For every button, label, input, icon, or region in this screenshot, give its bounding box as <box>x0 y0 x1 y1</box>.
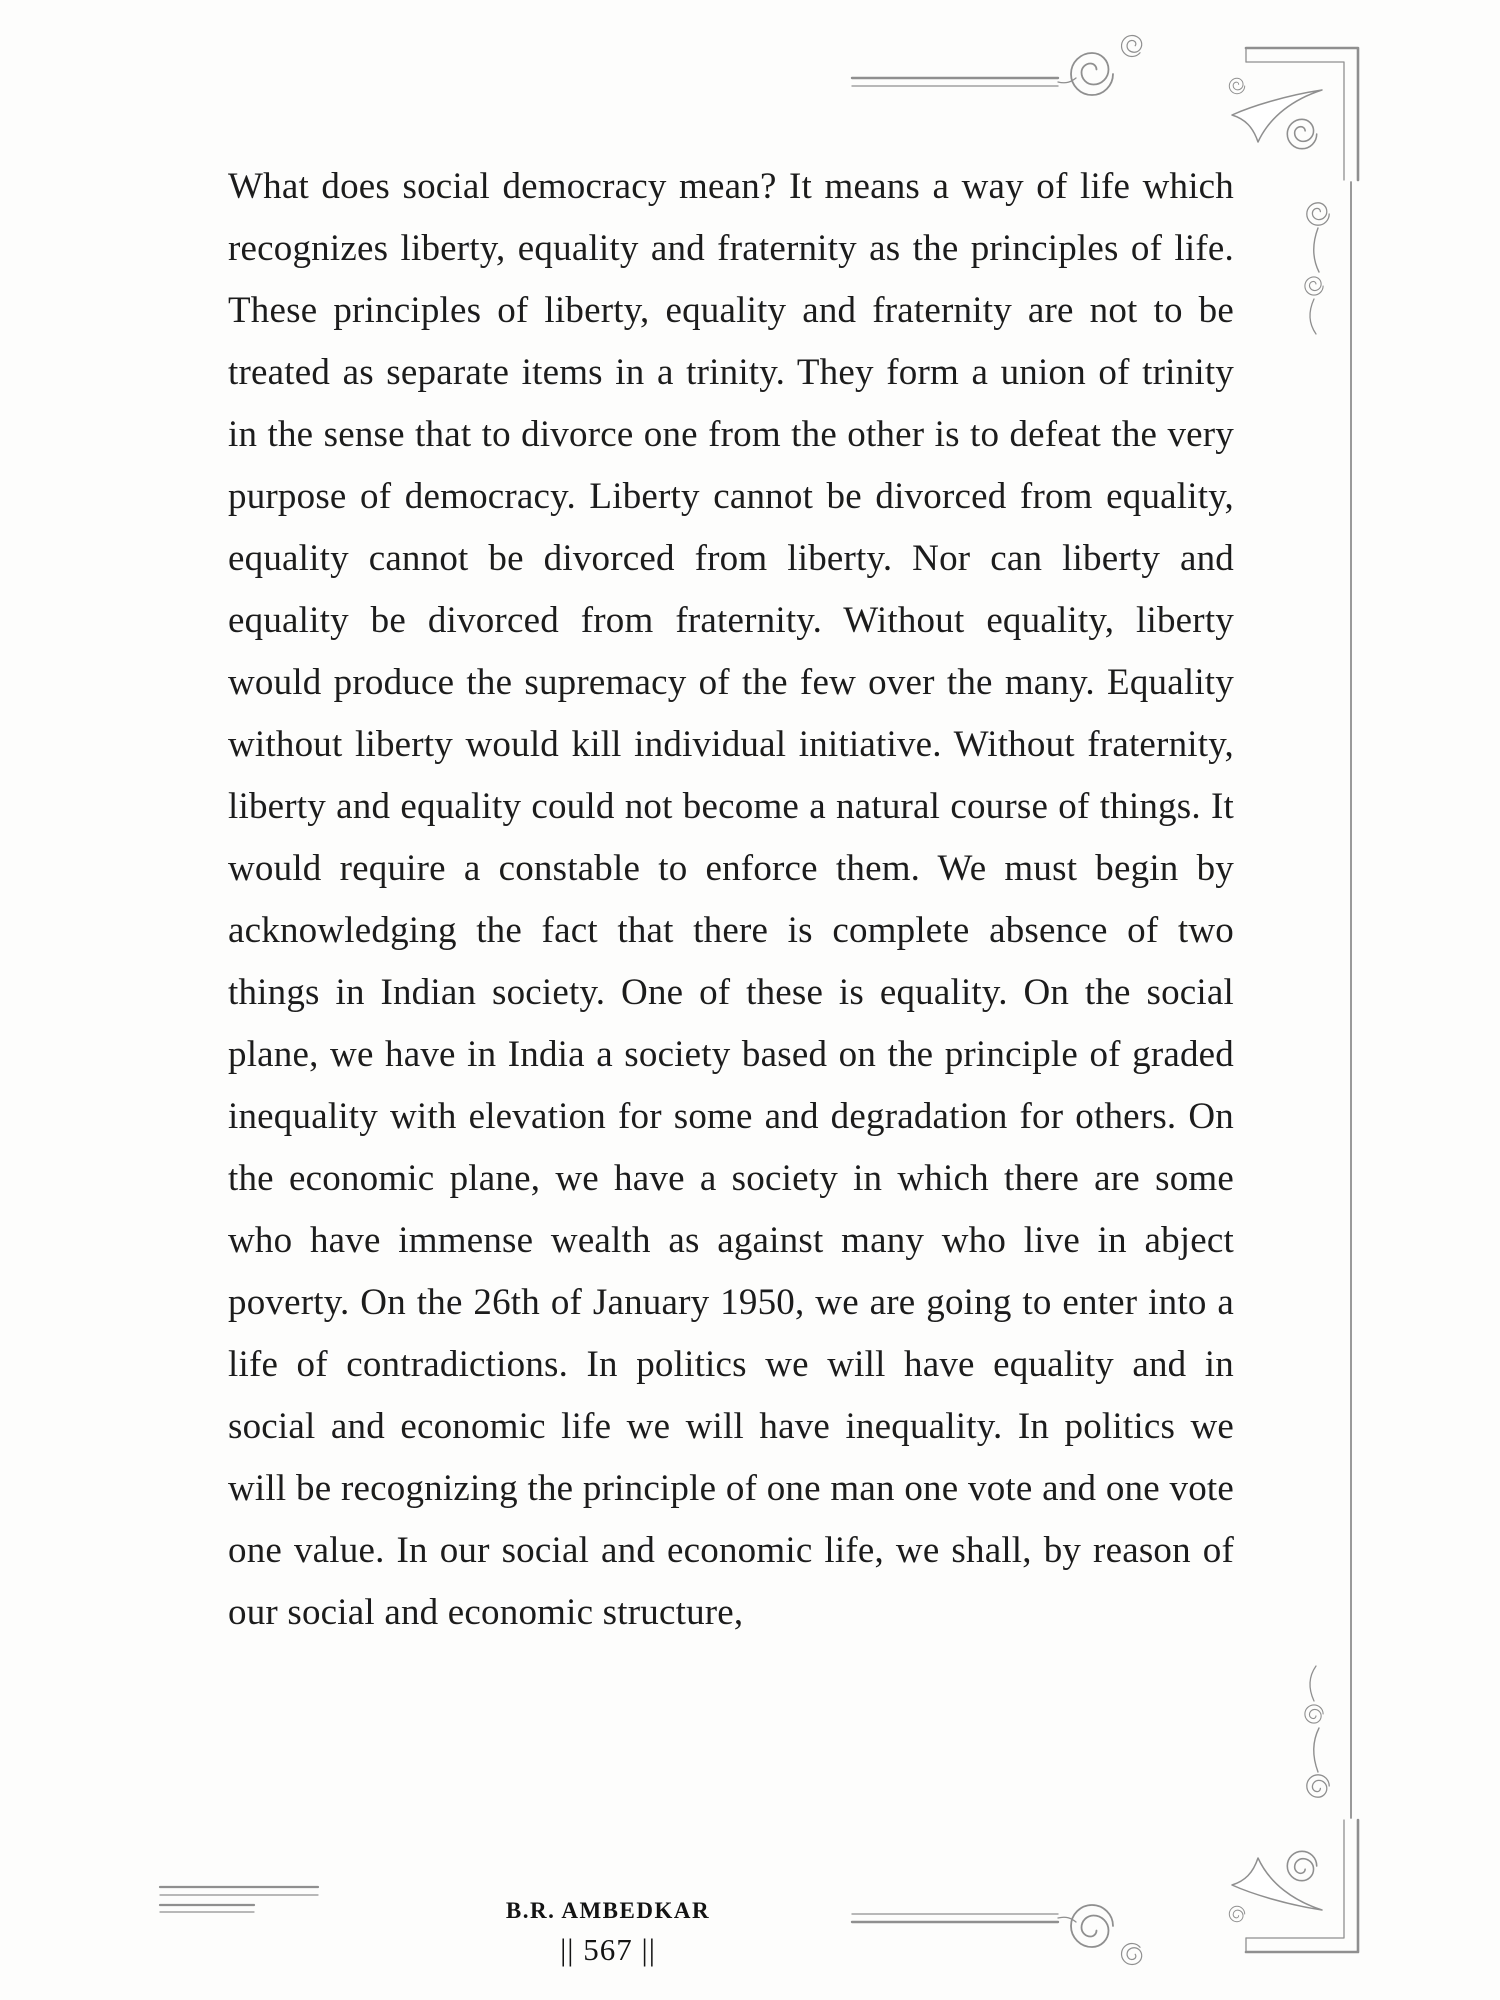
running-footer-author: B.R. AMBEDKAR <box>505 1898 711 1923</box>
body-paragraph: What does social democracy mean? It means a way of life which recognizes liberty, equality and fraternity as the principles of life. These principles of liberty, equality and fraternity are not to be treated as separate items in a trinity. They form a union of trinity in the sense that to divorce one from the other is to defeat the very purpose of democracy. Liberty cannot be divorced from equality, equality cannot be divorced from liberty. Nor can liberty and equality be divorced from fraternity. Without equality, liberty would produce the supremacy of the few over the many. Equality without liberty would kill individual initiative. Without fraternity, liberty and equality could not become a natural course of things. It would require a constable to enforce them. We must begin by acknowledging the fact that there is complete absence of two things in Indian society. One of these is equality. On the social plane, we have in India a society based on the principle of graded inequality with elevation for some and degradation for others. On the economic plane, we have a society in which there are some who have immense wealth as against many who live in abject poverty. On the 26th of January 1950, we are going to enter into a life of contradictions. In politics we will have equality and in social and economic life we will have inequality. In politics we will be recognizing the principle of one man one vote and one vote one value. In our social and economic life, we shall, by reason of our social and economic structure, <box>228 166 1234 1633</box>
page-number: || 567 || <box>560 1932 656 1967</box>
